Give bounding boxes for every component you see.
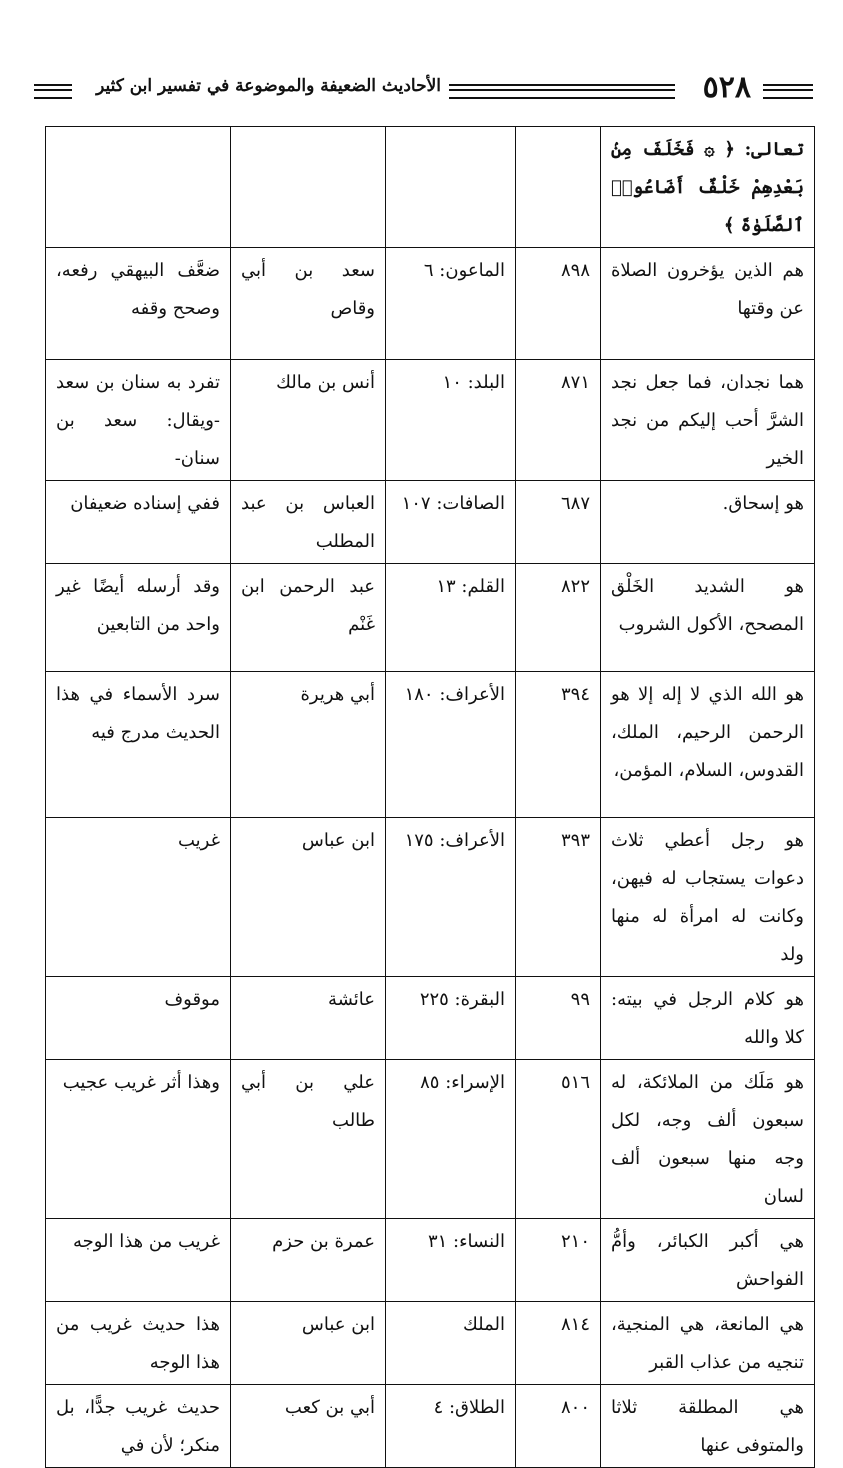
- narrator-cell: ابن عباس: [231, 818, 386, 977]
- narrator-cell: عمرة بن حزم: [231, 1219, 386, 1302]
- hadith-text-cell: هما نجدان، فما جعل نجد الشرَّ أحب إليكم من نجد الخير: [601, 360, 815, 481]
- table-row: [46, 127, 815, 248]
- number-cell: ٩٩: [516, 977, 601, 1060]
- number-cell: ٨٩٨: [516, 248, 601, 360]
- table-row: [46, 1385, 815, 1468]
- narrator-cell: أنس بن مالك: [231, 360, 386, 481]
- hadith-text-cell: تعالى: ﴿ ۞ فَخَلَفَ مِنۢ بَعْدِهِمْ خَلْفٌ أَضَاعُوا۟ ٱلصَّلَوٰةَ ﴾: [601, 127, 815, 248]
- table-row: [46, 1302, 815, 1385]
- note-cell: حديث غريب جدًّا، بل منكر؛ لأن في: [46, 1385, 231, 1468]
- verse-ref-cell: الطلاق: ٤: [386, 1385, 516, 1468]
- verse-ref-cell: الماعون: ٦: [386, 248, 516, 360]
- note-cell: سرد الأسماء في هذا الحديث مدرج فيه: [46, 672, 231, 818]
- verse-ref-cell: الأعراف: ١٧٥: [386, 818, 516, 977]
- table-row: [46, 672, 815, 818]
- verse-ref-cell: الإسراء: ٨٥: [386, 1060, 516, 1219]
- narrator-cell: العباس بن عبد المطلب: [231, 481, 386, 564]
- hadith-table: [45, 126, 815, 1468]
- table-row: [46, 248, 815, 360]
- narrator-cell: عبد الرحمن ابن غَنْم: [231, 564, 386, 672]
- verse-ref-cell: الأعراف: ١٨٠: [386, 672, 516, 818]
- table-row: [46, 1219, 815, 1302]
- table-row: [46, 481, 815, 564]
- page-number: ٥٢٨: [702, 70, 751, 105]
- narrator-cell: عائشة: [231, 977, 386, 1060]
- number-cell: ٨٢٢: [516, 564, 601, 672]
- note-cell: غريب: [46, 818, 231, 977]
- note-cell: هذا حديث غريب من هذا الوجه: [46, 1302, 231, 1385]
- note-cell: موقوف: [46, 977, 231, 1060]
- verse-ref-cell: البقرة: ٢٢٥: [386, 977, 516, 1060]
- note-cell: وقد أرسله أيضًا غير واحد من التابعين: [46, 564, 231, 672]
- verse-ref-cell: [386, 127, 516, 248]
- table-row: [46, 818, 815, 977]
- number-cell: ٨٧١: [516, 360, 601, 481]
- note-cell: ففي إسناده ضعيفان: [46, 481, 231, 564]
- number-cell: ٦٨٧: [516, 481, 601, 564]
- number-cell: ٨٠٠: [516, 1385, 601, 1468]
- narrator-cell: أبي بن كعب: [231, 1385, 386, 1468]
- number-cell: ٢١٠: [516, 1219, 601, 1302]
- page-header: [30, 70, 813, 110]
- hadith-text-cell: هو كلام الرجل في بيته: كلا والله: [601, 977, 815, 1060]
- table-row: [46, 977, 815, 1060]
- narrator-cell: أبي هريرة: [231, 672, 386, 818]
- table-row: [46, 1060, 815, 1219]
- note-cell: تفرد به سنان بن سعد -ويقال: سعد بن سنان-: [46, 360, 231, 481]
- header-rule-right: [763, 84, 813, 99]
- hadith-text-cell: هو مَلَك من الملائكة، له سبعون ألف وجه، لكل وجه منها سبعون ألف لسان: [601, 1060, 815, 1219]
- number-cell: ٥١٦: [516, 1060, 601, 1219]
- number-cell: ٣٩٣: [516, 818, 601, 977]
- hadith-text-cell: هو الله الذي لا إله إلا هو الرحمن الرحيم، الملك، القدوس، السلام، المؤمن،: [601, 672, 815, 818]
- table-row: [46, 360, 815, 481]
- header-rule-left: [34, 84, 72, 99]
- number-cell: ٣٩٤: [516, 672, 601, 818]
- number-cell: [516, 127, 601, 248]
- hadith-text-cell: هي المطلقة ثلاثا والمتوفى عنها: [601, 1385, 815, 1468]
- running-title: الأحاديث الضعيفة والموضوعة في تفسير ابن كثير: [96, 76, 441, 96]
- verse-ref-cell: القلم: ١٣: [386, 564, 516, 672]
- hadith-text-cell: هم الذين يؤخرون الصلاة عن وقتها: [601, 248, 815, 360]
- narrator-cell: علي بن أبي طالب: [231, 1060, 386, 1219]
- number-cell: ٨١٤: [516, 1302, 601, 1385]
- hadith-text-cell: هو رجل أعطي ثلاث دعوات يستجاب له فيهن، وكانت له امرأة له منها ولد: [601, 818, 815, 977]
- verse-ref-cell: الملك: [386, 1302, 516, 1385]
- table-row: [46, 564, 815, 672]
- hadith-text-cell: هي أكبر الكبائر، وأمُّ الفواحش: [601, 1219, 815, 1302]
- narrator-cell: سعد بن أبي وقاص: [231, 248, 386, 360]
- note-cell: غريب من هذا الوجه: [46, 1219, 231, 1302]
- header-rule-middle: [449, 84, 675, 99]
- verse-ref-cell: الصافات: ١٠٧: [386, 481, 516, 564]
- note-cell: وهذا أثر غريب عجيب: [46, 1060, 231, 1219]
- hadith-text-cell: هو إسحاق.: [601, 481, 815, 564]
- narrator-cell: ابن عباس: [231, 1302, 386, 1385]
- narrator-cell: [231, 127, 386, 248]
- hadith-text-cell: هو الشديد الخَلْق المصحح، الأكول الشروب: [601, 564, 815, 672]
- verse-ref-cell: البلد: ١٠: [386, 360, 516, 481]
- note-cell: [46, 127, 231, 248]
- note-cell: ضعَّف البيهقي رفعه، وصحح وقفه: [46, 248, 231, 360]
- verse-ref-cell: النساء: ٣١: [386, 1219, 516, 1302]
- hadith-text-cell: هي المانعة، هي المنجية، تنجيه من عذاب القبر: [601, 1302, 815, 1385]
